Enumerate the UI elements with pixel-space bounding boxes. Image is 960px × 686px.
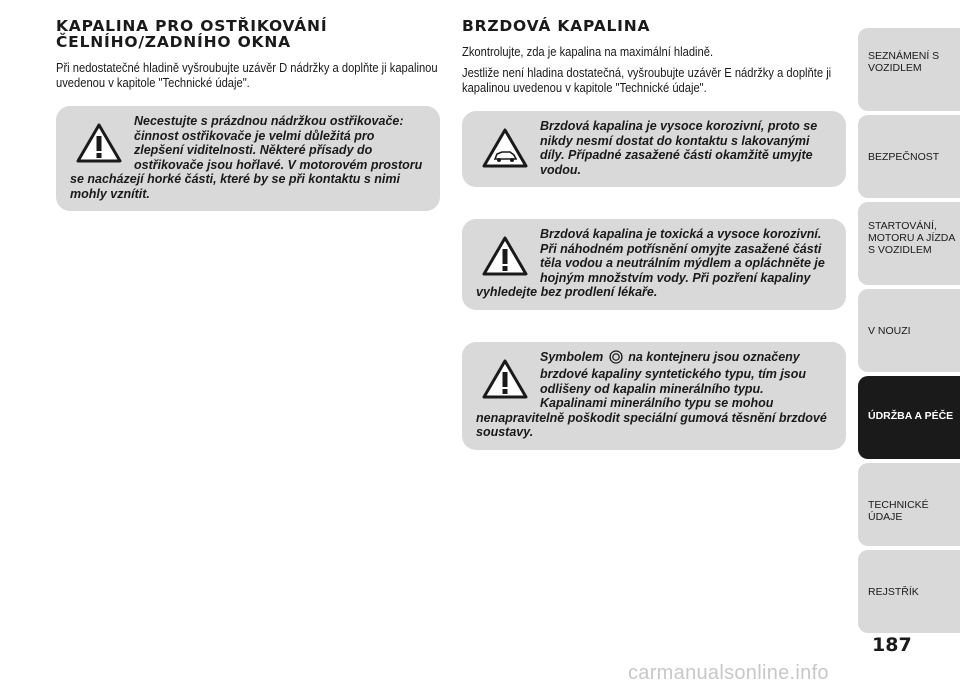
brake-warning-box-2 — [462, 342, 846, 450]
chapter-tabs — [858, 28, 960, 637]
tab-label: STARTOVÁNÍ, MOTORU A JÍZDA S VOZIDLEM — [868, 220, 955, 256]
tab-starting-driving[interactable] — [858, 202, 960, 285]
tab-maintenance[interactable] — [858, 376, 960, 459]
washer-fluid-title-line2: ČELNÍHO/ZADNÍHO OKNA — [56, 33, 291, 51]
washer-fluid-title — [56, 18, 440, 50]
washer-warning-text: Necestujte s prázdnou nádržkou ostřikovače: činnost ostřikovače je velmi důležitá pro zlepšení viditelnosti. Některé přísady do ostřikovače jsou hořlavé. V motorovém prostoru se nacházejí horké části, které by se při kontaktu s nimi mohly vznítit. — [70, 114, 423, 201]
tab-vehicle-intro[interactable] — [858, 28, 960, 111]
left-column — [56, 18, 440, 211]
warning-triangle-icon — [478, 356, 532, 402]
tab-index[interactable] — [858, 550, 960, 633]
brake-warning-2-before: Symbolem — [540, 349, 604, 364]
brake-fluid-title: BRZDOVÁ KAPALINA — [462, 17, 651, 35]
brake-warning-text-1: Brzdová kapalina je toxická a vysoce korozivní. Při náhodném potřísnění omyjte zasažené části těla vodou a neutrálním mýdlem a opláchněte je hojným množstvím vody. Při pozření kapaliny vyhledejte bez prodlení lékaře. — [476, 227, 825, 299]
washer-fluid-paragraph: Při nedostatečné hladině vyšroubujte uzávěr D nádržky a doplňte ji kapalinou uvedenou v kapitole "Technické údaje". — [56, 60, 438, 90]
warning-triangle-icon — [72, 120, 126, 166]
warning-triangle-icon — [478, 233, 532, 279]
brake-warning-2-after: na kontejneru jsou označeny brzdové kapaliny syntetického typu, tím jsou odlišeny od kapalin minerálního typu. Kapalinami minerálního typu se mohou nenapravitelně poškodit speciální gumová těsnění brzdové soustavy. — [476, 349, 827, 439]
washer-fluid-title-line1: KAPALINA PRO OSTŘIKOVÁNÍ — [56, 17, 328, 35]
tab-technical-data[interactable] — [858, 463, 960, 546]
washer-warning-box — [56, 106, 440, 211]
tab-label: BEZPEČNOST — [868, 151, 940, 163]
tab-label: REJSTŘÍK — [868, 586, 919, 598]
brake-fluid-symbol-icon — [609, 350, 623, 368]
brake-note-box — [462, 111, 846, 187]
watermark: carmanualsonline.info — [628, 662, 829, 684]
middle-column — [462, 18, 846, 450]
page-number: 187 — [872, 634, 912, 656]
tab-safety[interactable] — [858, 115, 960, 198]
car-paint-warning-icon — [478, 125, 532, 171]
tab-label: SEZNÁMENÍ S VOZIDLEM — [868, 50, 940, 74]
tab-label: TECHNICKÉ ÚDAJE — [868, 499, 929, 523]
brake-note-text: Brzdová kapalina je vysoce korozivní, proto se nikdy nesmí dostat do kontaktu s lakovanými díly. Případné zasažené části okamžitě umyjte vodou. — [540, 119, 818, 177]
brake-fluid-paragraph-1: Zkontrolujte, zda je kapalina na maximální hladině. — [462, 44, 714, 59]
brake-fluid-paragraph-2: Jestliže není hladina dostatečná, vyšroubujte uzávěr E nádržky a doplňte ji kapalinou uvedenou v kapitole "Technické údaje". — [462, 65, 832, 95]
tab-emergency[interactable] — [858, 289, 960, 372]
brake-warning-box-1 — [462, 219, 846, 310]
tab-label: V NOUZI — [868, 325, 911, 337]
tab-label: ÚDRŽBA A PÉČE — [868, 410, 954, 422]
